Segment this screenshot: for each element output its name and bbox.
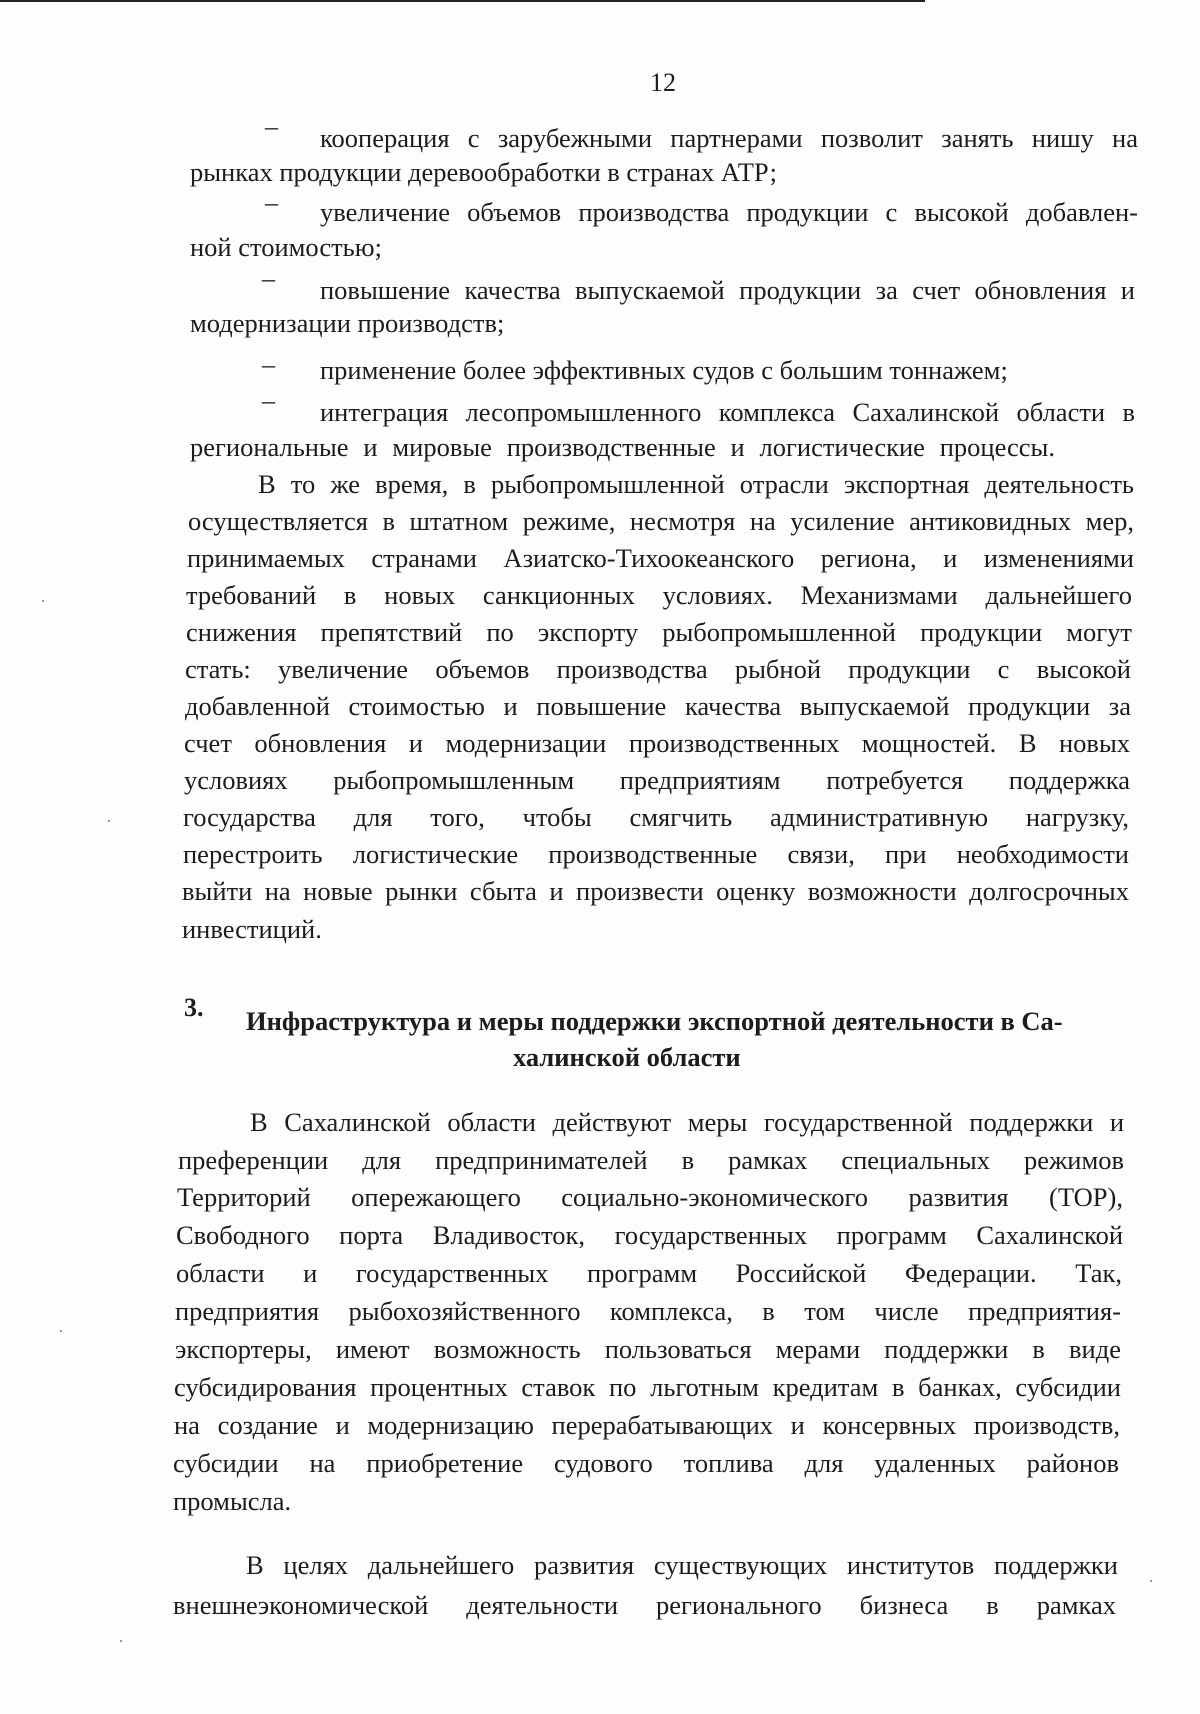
bullet-dash: – [265,112,278,141]
scan-speck [108,820,110,822]
paragraph-line: условиях рыбопромышленным предприятиям потребуется поддержка [184,765,1130,795]
scan-speck [42,600,44,602]
bullet-text-line: применение более эффективных судов с большим тоннажем; [320,355,1008,385]
bullet-text-line: интеграция лесопромышленного комплекса Сахалинской области в [320,397,1135,427]
section-number: 3. [184,993,204,1022]
paragraph-line: стать: увеличение объемов производства рыбной продукции с высокой [185,654,1131,684]
paragraph-line: добавленной стоимостью и повышение качества выпускаемой продукции за [185,691,1131,721]
paragraph-line: принимаемых странами Азиатско-Тихоокеанского региона, и изменениями [187,543,1134,573]
bullet-dash: – [262,350,275,379]
scan-speck [120,1640,122,1642]
paragraph-line: В целях дальнейшего развития существующих институтов поддержки [246,1550,1118,1580]
bullet-dash: – [265,188,278,217]
section-title-line: халинской области [513,1042,741,1072]
paragraph-line: требований в новых санкционных условиях. Механизмами дальнейшего [186,580,1132,610]
paragraph-line: на создание и модернизацию перерабатывающих и консервных производств, [174,1410,1120,1440]
scan-speck [1150,1580,1152,1582]
bullet-text-line: модернизации производств; [190,308,505,338]
paragraph-line: снижения препятствий по экспорту рыбопромышленной продукции могут [186,617,1132,647]
paragraph-line: выйти на новые рынки сбыта и произвести оценку возможности долгосрочных [182,876,1129,906]
paragraph-line: государства для того, чтобы смягчить административную нагрузку, [183,802,1129,832]
page-number: 12 [650,68,676,97]
paragraph-line: Свободного порта Владивосток, государственных программ Сахалинской [176,1220,1123,1250]
paragraph-line: субсидирования процентных ставок по льготным кредитам в банках, субсидии [174,1372,1121,1402]
bullet-dash: – [262,264,275,293]
paragraph-line: В Сахалинской области действуют меры государственной поддержки и [250,1107,1124,1137]
paragraph-line: Территорий опережающего социально-экономического развития (ТОР), [177,1182,1123,1212]
bullet-text-line: ной стоимостью; [190,232,382,262]
paragraph-line: перестроить логистические производственные связи, при необходимости [183,839,1129,869]
bullet-text-line: кооперация с зарубежными партнерами позволит занять нишу на [320,123,1138,153]
bullet-text-line: увеличение объемов производства продукции с высокой добавлен- [320,197,1138,227]
scan-speck [60,1330,62,1332]
paragraph-line: преференции для предпринимателей в рамках специальных режимов [178,1145,1124,1175]
bullet-dash: – [262,386,275,415]
scan-top-edge-line [0,0,925,2]
paragraph-line: предприятия рыбохозяйственного комплекса, в том числе предприятия- [175,1296,1121,1326]
section-title-line: Инфраструктура и меры поддержки экспортной деятельности в Са- [246,1006,1063,1036]
paragraph-line: экспортеры, имеют возможность пользоваться мерами поддержки в виде [175,1334,1121,1364]
paragraph-line: счет обновления и модернизации производственных мощностей. В новых [184,728,1130,758]
paragraph-line: осуществляется в штатном режиме, несмотря на усиление антиковидных мер, [188,506,1134,536]
paragraph-line: инвестиций. [182,914,322,944]
bullet-text-line: рынках продукции деревообработки в странах АТР; [190,157,777,187]
bullet-text-line: региональные и мировые производственные и логистические процессы. [190,432,1055,462]
paragraph-line: внешнеэкономической деятельности регионального бизнеса в рамках [173,1590,1116,1620]
paragraph-line: В то же время, в рыбопромышленной отрасли экспортная деятельность [258,469,1134,499]
paragraph-line: промысла. [173,1486,292,1516]
bullet-text-line: повышение качества выпускаемой продукции за счет обновления и [320,275,1135,305]
paragraph-line: субсидии на приобретение судового топлива для удаленных районов [173,1448,1119,1478]
paragraph-line: области и государственных программ Российской Федерации. Так, [176,1258,1122,1288]
